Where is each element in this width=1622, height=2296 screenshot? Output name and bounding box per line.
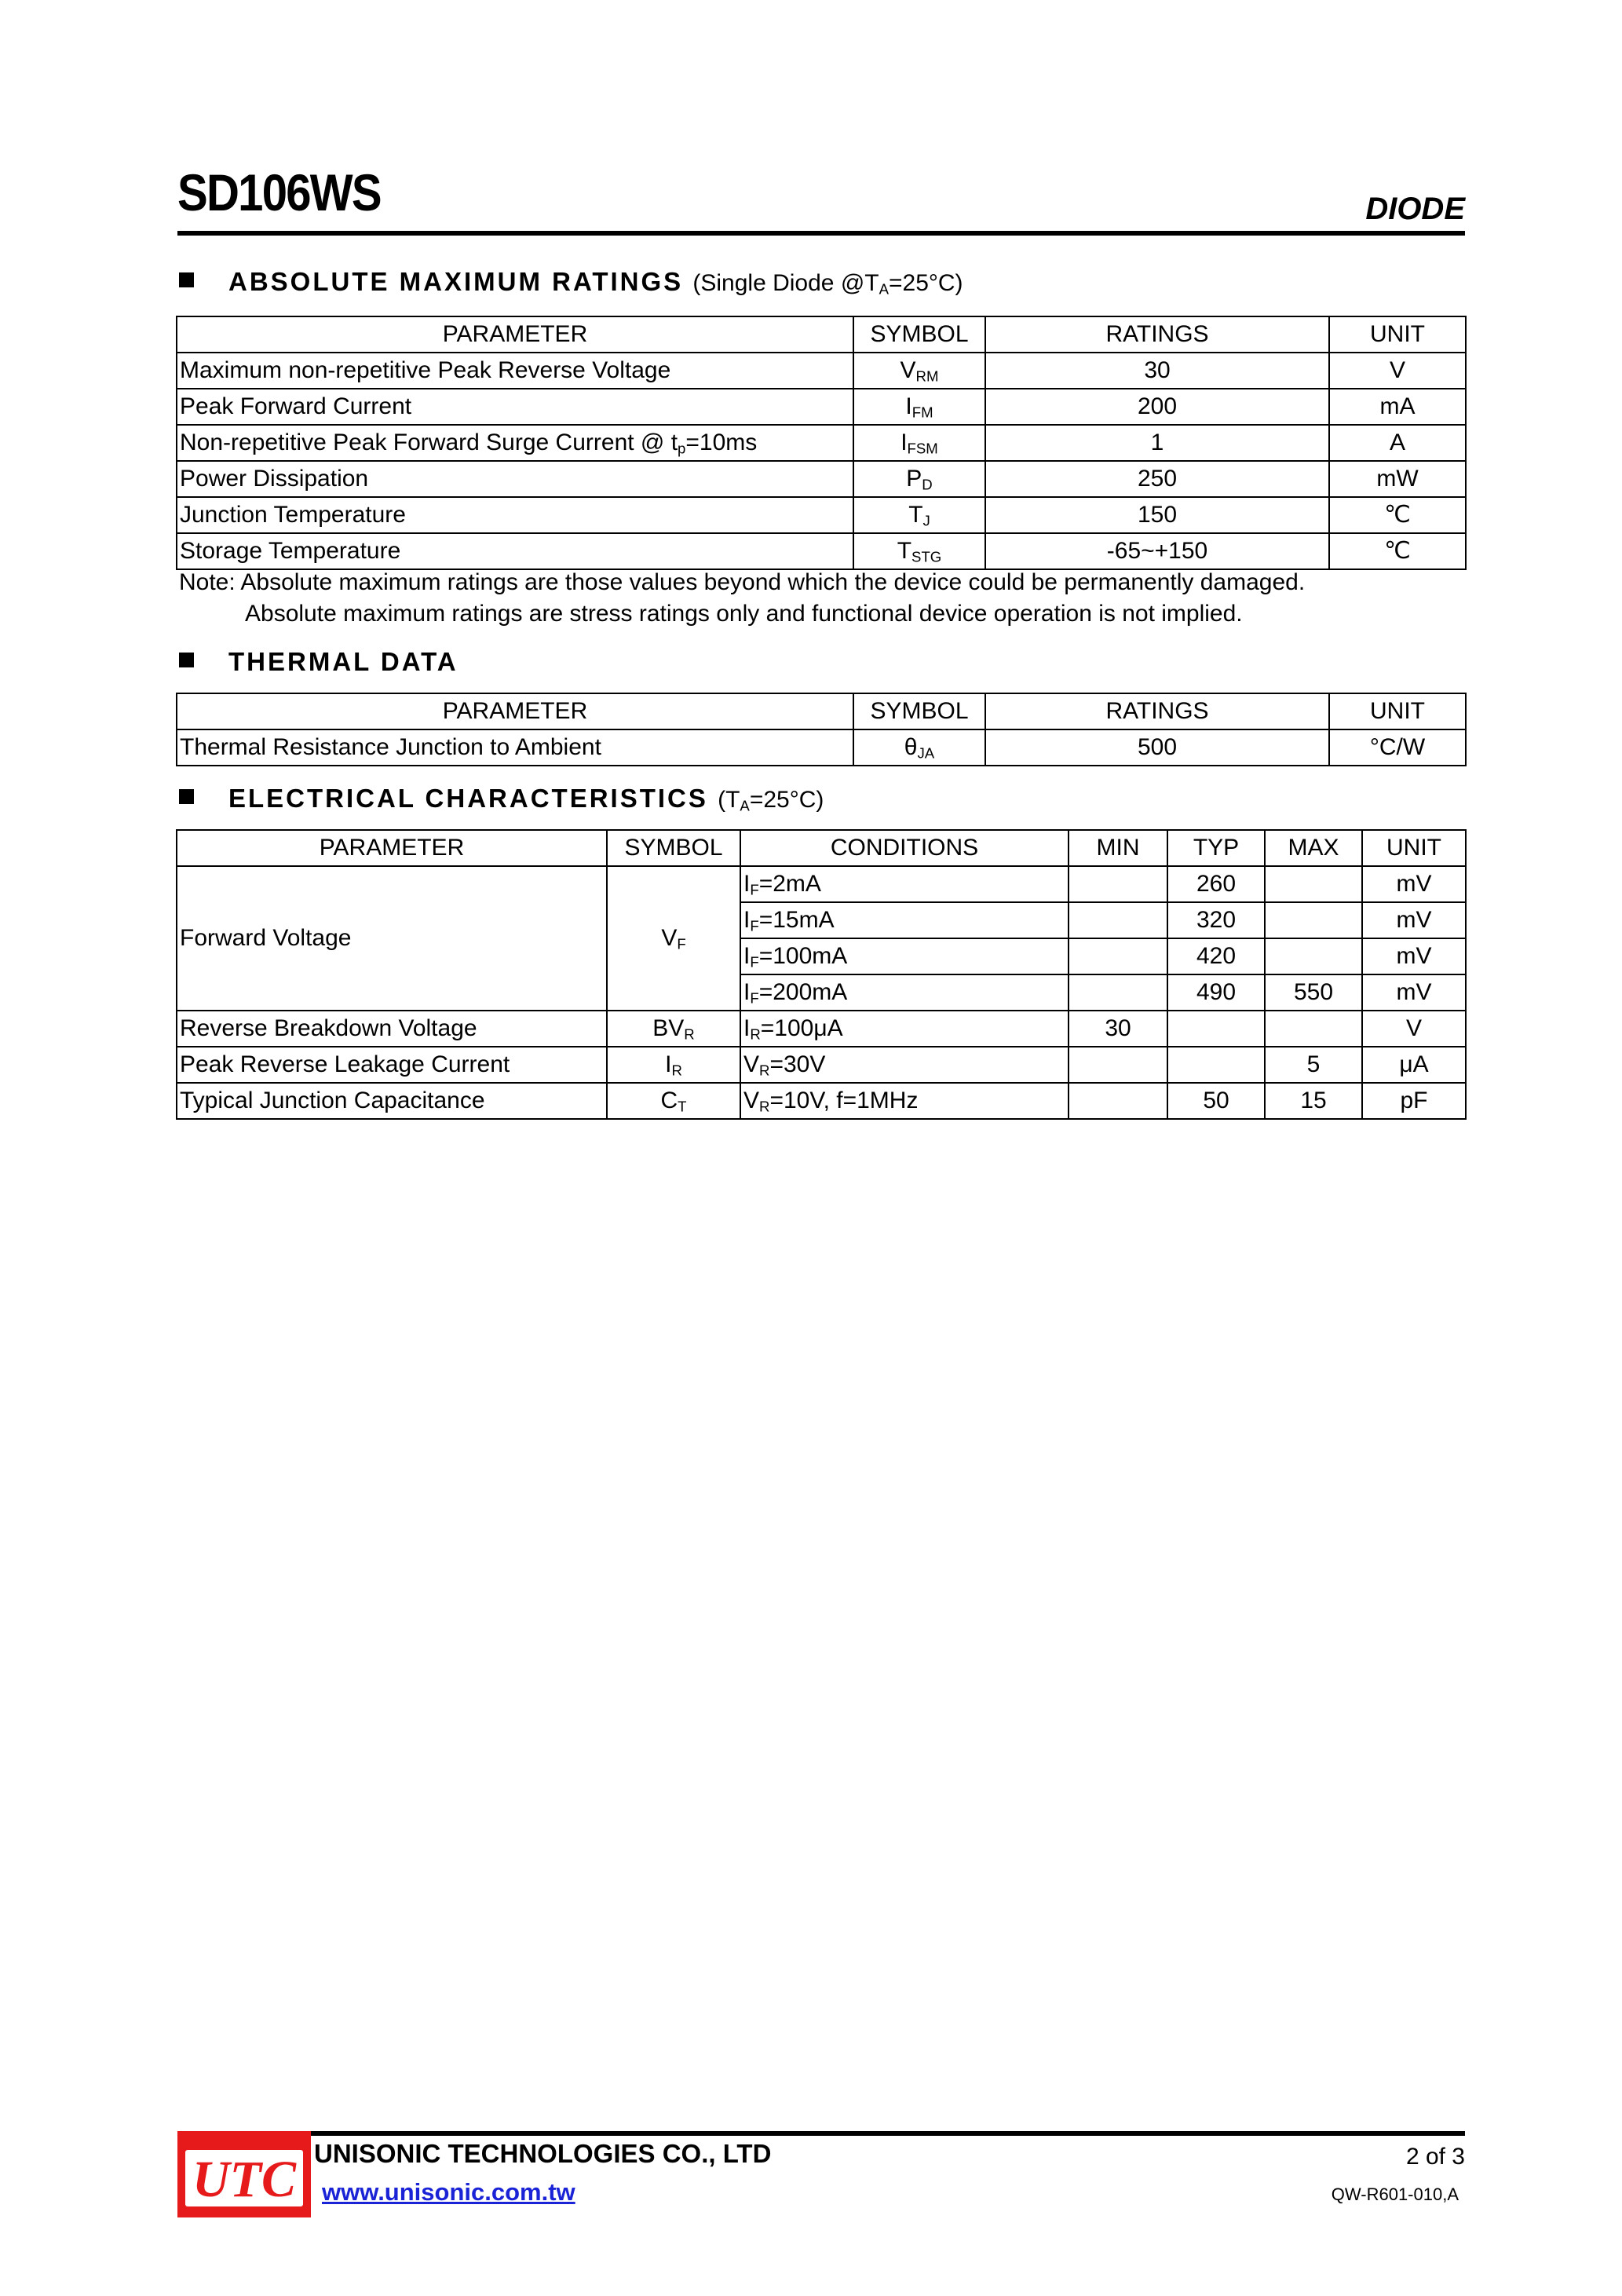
header-cell: SYMBOL: [607, 830, 740, 866]
rating-cell: 30: [985, 353, 1329, 389]
typ-cell: [1167, 1047, 1265, 1083]
abs-max-section-title: ABSOLUTE MAXIMUM RATINGS (Single Diode $@T_A=25^\circ C$): [179, 269, 963, 295]
rating-cell: 250: [985, 461, 1329, 497]
table-row: [177, 389, 1466, 425]
header-cell: PARAMETER: [177, 693, 853, 729]
unit-cell: mV: [1362, 974, 1466, 1011]
min-cell: [1069, 866, 1167, 902]
rating-cell: 200: [985, 389, 1329, 425]
square-bullet-icon: [179, 653, 194, 667]
table-row: [177, 425, 1466, 461]
utc-logo-text: UTC: [192, 2151, 296, 2208]
param-cell: Thermal Resistance Junction to Ambient: [177, 729, 853, 766]
document-type: DIODE: [1365, 192, 1465, 226]
unit-cell: pF: [1362, 1083, 1466, 1119]
header-cell: CONDITIONS: [740, 830, 1069, 866]
unit-cell: V: [1362, 1011, 1466, 1047]
table-row: [177, 1011, 1466, 1047]
min-cell: [1069, 1047, 1167, 1083]
max-cell: 5: [1265, 1047, 1362, 1083]
table-header-row: [177, 693, 1466, 729]
max-cell: [1265, 866, 1362, 902]
symbol-cell: $P_D$: [853, 461, 985, 497]
table-row: [177, 497, 1466, 533]
part-number: SD106WS: [177, 163, 381, 221]
table-row: [177, 533, 1466, 569]
symbol-cell: $T_{STG}$: [853, 533, 985, 569]
symbol-cell: $I_R$: [607, 1047, 740, 1083]
table-row: [177, 1047, 1466, 1083]
utc-logo: [177, 2131, 311, 2217]
unit-cell: mV: [1362, 938, 1466, 974]
header-cell: RATINGS: [985, 693, 1329, 729]
abs-max-note-line1: Note: Absolute maximum ratings are those values beyond which the device could be permanently damaged.: [179, 569, 1306, 595]
thermal-table: [176, 693, 1467, 766]
unit-cell: A: [1329, 425, 1466, 461]
rating-cell: 1: [985, 425, 1329, 461]
param-cell: Peak Reverse Leakage Current: [177, 1047, 607, 1083]
rating-cell: 150: [985, 497, 1329, 533]
param-cell: Storage Temperature: [177, 533, 853, 569]
max-cell: [1265, 902, 1362, 938]
electrical-table: [176, 829, 1467, 1120]
table-header-row: [177, 316, 1466, 353]
header-cell: TYP: [1167, 830, 1265, 866]
symbol-cell: $I_{FM}$: [853, 389, 985, 425]
unit-cell: °C/W: [1329, 729, 1466, 766]
param-cell: Typical Junction Capacitance: [177, 1083, 607, 1119]
table-row: [177, 1083, 1466, 1119]
symbol-cell: $\theta_{JA}$: [853, 729, 985, 766]
header-rule: [177, 231, 1465, 236]
footer-rule: [177, 2131, 1465, 2136]
max-cell: [1265, 1011, 1362, 1047]
unit-cell: ℃: [1329, 497, 1466, 533]
square-bullet-icon: [179, 272, 194, 287]
param-cell: Non-repetitive Peak Forward Surge Current @ $t_p=10ms$: [177, 425, 853, 461]
header-cell: MIN: [1069, 830, 1167, 866]
header-cell: PARAMETER: [177, 830, 607, 866]
unit-cell: ℃: [1329, 533, 1466, 569]
param-cell: Peak Forward Current: [177, 389, 853, 425]
table-row: [177, 866, 1466, 902]
electrical-section-title: ELECTRICAL CHARACTERISTICS $(T_A=25^\circ C)$: [179, 785, 824, 812]
min-cell: [1069, 1083, 1167, 1119]
typ-cell: 420: [1167, 938, 1265, 974]
table-row: [177, 729, 1466, 766]
min-cell: [1069, 902, 1167, 938]
condition-cell: $V_R=10V$, f=1MHz: [740, 1083, 1069, 1119]
condition-cell: $V_R=30V$: [740, 1047, 1069, 1083]
website-link[interactable]: www.unisonic.com.tw: [322, 2178, 575, 2206]
symbol-cell: $V_{RM}$: [853, 353, 985, 389]
square-bullet-icon: [179, 789, 194, 804]
symbol-cell: $T_J$: [853, 497, 985, 533]
header-cell: UNIT: [1362, 830, 1466, 866]
unit-cell: mA: [1329, 389, 1466, 425]
typ-cell: 50: [1167, 1083, 1265, 1119]
utc-logo-panel: [185, 2150, 303, 2206]
page-number: 2 of 3: [1405, 2144, 1465, 2170]
abs-max-condition: (Single Diode $@T_A=25^\circ C$): [692, 270, 963, 298]
max-cell: 15: [1265, 1083, 1362, 1119]
abs-max-note-line2: Absolute maximum ratings are stress ratings only and functional device operation is not implied.: [245, 601, 1243, 627]
unit-cell: mW: [1329, 461, 1466, 497]
typ-cell: 260: [1167, 866, 1265, 902]
table-row: [177, 461, 1466, 497]
param-cell: Forward Voltage: [177, 866, 607, 1011]
header-cell: UNIT: [1329, 316, 1466, 353]
condition-cell: $I_F=100mA$: [740, 938, 1069, 974]
condition-cell: $I_R=100\mu A$: [740, 1011, 1069, 1047]
header-cell: SYMBOL: [853, 316, 985, 353]
param-cell: Maximum non-repetitive Peak Reverse Voltage: [177, 353, 853, 389]
rating-cell: -65~+150: [985, 533, 1329, 569]
min-cell: [1069, 938, 1167, 974]
unit-cell: mV: [1362, 866, 1466, 902]
table-row: [177, 353, 1466, 389]
typ-cell: 320: [1167, 902, 1265, 938]
unit-cell: V: [1329, 353, 1466, 389]
param-cell: Junction Temperature: [177, 497, 853, 533]
min-cell: 30: [1069, 1011, 1167, 1047]
header-cell: PARAMETER: [177, 316, 853, 353]
typ-cell: [1167, 1011, 1265, 1047]
symbol-cell: $C_T$: [607, 1083, 740, 1119]
max-cell: [1265, 938, 1362, 974]
condition-cell: $I_F=15mA$: [740, 902, 1069, 938]
symbol-cell: $BV_R$: [607, 1011, 740, 1047]
header-cell: RATINGS: [985, 316, 1329, 353]
typ-cell: 490: [1167, 974, 1265, 1011]
header-cell: MAX: [1265, 830, 1362, 866]
symbol-cell: $I_{FSM}$: [853, 425, 985, 461]
document-code: QW-R601-010,A: [1331, 2184, 1459, 2204]
unit-cell: μA: [1362, 1047, 1466, 1083]
condition-cell: $I_F=200mA$: [740, 974, 1069, 1011]
param-cell: Power Dissipation: [177, 461, 853, 497]
header-cell: UNIT: [1329, 693, 1466, 729]
table-header-row: [177, 830, 1466, 866]
unit-cell: mV: [1362, 902, 1466, 938]
condition-cell: $I_F=2mA$: [740, 866, 1069, 902]
max-cell: 550: [1265, 974, 1362, 1011]
header-cell: SYMBOL: [853, 693, 985, 729]
thermal-section-title: THERMAL DATA: [179, 649, 458, 675]
company-name: UNISONIC TECHNOLOGIES CO., LTD: [314, 2139, 772, 2168]
min-cell: [1069, 974, 1167, 1011]
electrical-condition: $(T_A=25^\circ C)$: [718, 787, 824, 814]
param-cell: Reverse Breakdown Voltage: [177, 1011, 607, 1047]
abs-max-table: [176, 316, 1467, 570]
symbol-cell: $V_F$: [607, 866, 740, 1011]
rating-cell: 500: [985, 729, 1329, 766]
